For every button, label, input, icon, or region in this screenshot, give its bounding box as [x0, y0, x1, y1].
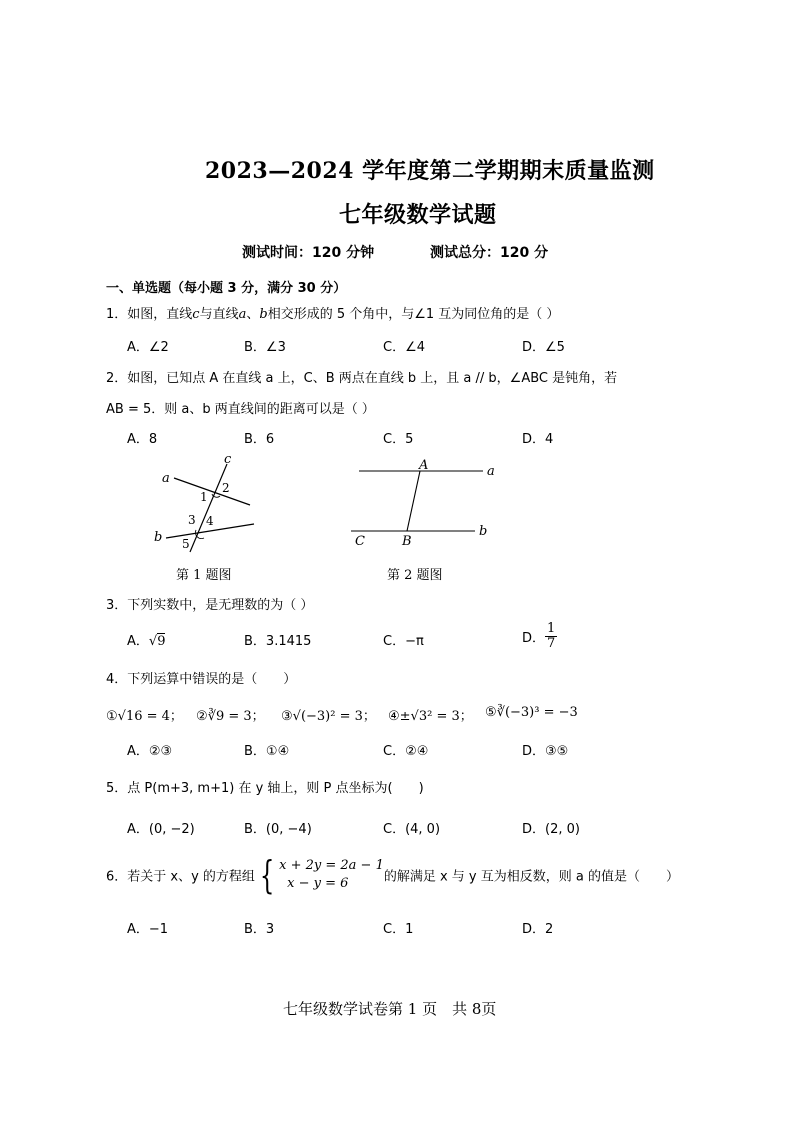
figure-1-caption: 第 1 题图 — [176, 568, 232, 583]
question-6 — [106, 853, 679, 897]
q4-item-1: ①√16 = 4； — [106, 709, 183, 724]
q3-option-d-fraction — [545, 622, 557, 651]
question-2-line2: AB = 5．则 a、b 两直线间的距离可以是（ ） — [106, 402, 375, 417]
fig1-label-3: 3 — [188, 513, 196, 527]
q4-item-5: ⑤∛(−3)³ = −3 — [485, 705, 578, 720]
fraction-denominator: 7 — [547, 636, 556, 651]
q3-option-c: C．−π — [383, 634, 424, 649]
fraction-numerator: 1 — [547, 621, 556, 636]
fig1-line-c — [190, 464, 227, 552]
page-footer: 七年级数学试卷第 1 页 共 8页 — [283, 1000, 497, 1018]
q4-option-d: D．③⑤ — [522, 744, 569, 759]
fig1-label-a: a — [162, 471, 170, 486]
q4-item-4: ④±√3² = 3； — [388, 709, 473, 724]
fig1-label-2: 2 — [222, 481, 230, 495]
q5-option-a: A．(0, −2) — [127, 822, 195, 837]
q1-option-a: A．∠2 — [127, 340, 169, 355]
q1-text-post: 相交形成的 5 个角中，与∠1 互为同位角的是（ ） — [267, 307, 560, 322]
question-1 — [106, 303, 559, 322]
exam-score: 测试总分：120 分 — [430, 245, 549, 261]
fig1-label-4: 4 — [206, 514, 214, 528]
question-3: 3．下列实数中，是无理数的为（ ） — [106, 598, 314, 613]
exam-title: 2023—2024 学年度第二学期期末质量监测 — [205, 158, 655, 184]
q4-item-3: ③√(−3)² = 3； — [281, 709, 376, 724]
q1-option-b: B．∠3 — [244, 340, 286, 355]
brace-icon: { — [259, 853, 275, 897]
q5-option-b: B．(0, −4) — [244, 822, 312, 837]
q2-option-d: D．4 — [522, 432, 554, 447]
q3-option-a — [127, 630, 165, 649]
q1-option-d: D．∠5 — [522, 340, 565, 355]
q1-text-pre: 1．如图，直线 — [106, 307, 193, 322]
q4-option-b: B．①④ — [244, 744, 290, 759]
q3-option-d-label: D． — [522, 631, 546, 646]
q6-option-d: D．2 — [522, 922, 554, 937]
fig1-label-5: 5 — [182, 537, 190, 551]
q6-equation-2: x − y = 6 — [287, 876, 349, 891]
fig1-label-b: b — [154, 530, 163, 545]
sqrt-symbol: √ — [148, 634, 158, 649]
exam-time: 测试时间：120 分钟 — [242, 245, 375, 261]
q3-option-b: B．3.1415 — [244, 634, 312, 649]
q2-option-a: A．8 — [127, 432, 158, 447]
q1-text-mid1: 与直线 — [199, 307, 239, 322]
q1-text-mid2: 、 — [246, 307, 260, 322]
q5-option-c: C．(4, 0) — [383, 822, 441, 837]
q4-option-a: A．②③ — [127, 744, 173, 759]
fig2-label-a: a — [487, 464, 495, 479]
figure-2-diagram — [345, 455, 495, 550]
fig1-label-1: 1 — [200, 490, 208, 504]
q3-option-a-label: A． — [127, 634, 149, 649]
q2-option-c: C．5 — [383, 432, 414, 447]
q6-text-pre: 6．若关于 x、y 的方程组 — [106, 869, 255, 885]
q6-equation-1: x + 2y = 2a − 1 — [279, 858, 384, 873]
figure-2-caption: 第 2 题图 — [387, 568, 443, 583]
fig1-label-c: c — [224, 452, 232, 467]
q6-option-a: A．−1 — [127, 922, 169, 937]
q5-option-d: D．(2, 0) — [522, 822, 580, 837]
figure-1-diagram — [150, 450, 265, 555]
q6-option-b: B．3 — [244, 922, 275, 937]
q4-item-2: ②∛9 = 3； — [196, 709, 265, 724]
q1-option-c: C．∠4 — [383, 340, 426, 355]
q1-var-c: c — [192, 307, 200, 322]
fig2-label-B: B — [402, 534, 412, 549]
q3-option-d — [522, 622, 557, 651]
q6-equation-system — [255, 853, 384, 897]
q4-option-c: C．②④ — [383, 744, 429, 759]
q1-var-a: a — [238, 307, 247, 322]
q6-text-post: 的解满足 x 与 y 互为相反数，则 a 的值是（ ） — [383, 869, 679, 885]
q2-option-b: B．6 — [244, 432, 275, 447]
question-5: 5．点 P(m+3, m+1) 在 y 轴上，则 P 点坐标为( ) — [106, 781, 424, 796]
exam-subtitle: 七年级数学试题 — [339, 202, 497, 228]
section-heading: 一、单选题（每小题 3 分，满分 30 分） — [106, 281, 347, 296]
fig2-label-b: b — [479, 524, 488, 539]
fig2-label-C: C — [355, 534, 365, 549]
question-2-line1: 2．如图，已知点 A 在直线 a 上，C、B 两点在直线 b 上，且 a // b，∠ABC 是钝角，若 — [106, 371, 618, 386]
fig2-segment-ab — [407, 471, 420, 531]
question-4: 4．下列运算中错误的是（ ） — [106, 672, 297, 687]
q6-option-c: C．1 — [383, 922, 414, 937]
q3-option-a-radicand: 9 — [157, 634, 166, 649]
q1-var-b: b — [259, 307, 268, 322]
fig2-label-A: A — [419, 458, 429, 473]
